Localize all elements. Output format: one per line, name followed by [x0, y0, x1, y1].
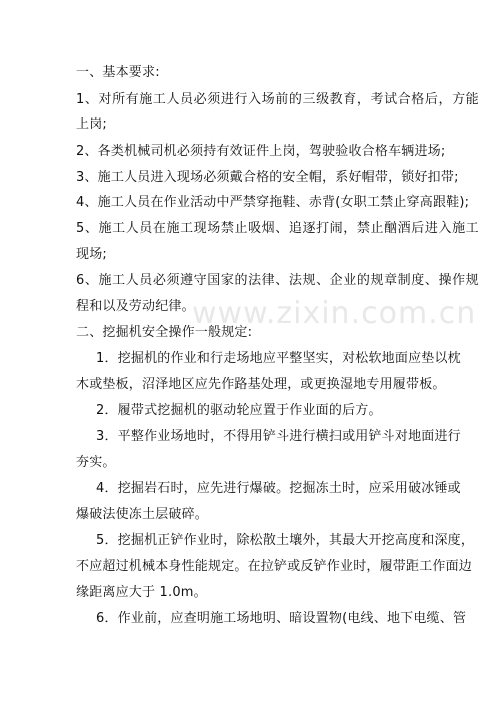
paragraph-line: 1、对所有施工人员必须进行入场前的三级教育，考试合格后，方能 — [76, 92, 480, 107]
paragraph-line: 程和以及劳动纪律。 — [76, 299, 195, 314]
section-heading-excavator-rules: 二、挖掘机安全操作一般规定: — [76, 325, 253, 340]
paragraph-line: 爆破法使冻土层破碎。 — [76, 507, 209, 522]
paragraph-line: 不应超过机械本身性能规定。在拉铲或反铲作业时，履带距工作面边 — [76, 559, 473, 574]
paragraph-line: 1．挖掘机的作业和行走场地应平整坚实，对松软地面应垫以枕 — [96, 351, 461, 366]
paragraph-line: 4、施工人员在作业活动中严禁穿拖鞋、赤背(女职工禁止穿高跟鞋); — [76, 195, 470, 210]
paragraph-line: 缘距离应大于 1.0m。 — [76, 585, 207, 600]
paragraph-line: 2．履带式挖掘机的驱动轮应置于作业面的后方。 — [96, 403, 382, 418]
paragraph-line: 6、施工人员必须遵守国家的法律、法规、企业的规章制度、操作规 — [76, 273, 480, 288]
paragraph-line: 3．平整作业场地时，不得用铲斗进行横扫或用铲斗对地面进行 — [96, 429, 461, 444]
paragraph-line: 6．作业前，应查明施工场地明、暗设置物(电线、地下电缆、管 — [96, 611, 467, 626]
paragraph-line: 5．挖掘机正铲作业时，除松散土壤外，其最大开挖高度和深度， — [96, 533, 475, 548]
paragraph-line: 4．挖掘岩石时，应先进行爆破。挖掘冻土时，应采用破冰锤或 — [96, 481, 461, 496]
paragraph-line: 木或垫板，沼泽地区应先作路基处理，或更换湿地专用履带板。 — [76, 377, 446, 392]
paragraph-line: 2、各类机械司机必须持有效证件上岗，驾驶验收合格车辆进场; — [76, 144, 446, 159]
paragraph-line: 夯实。 — [76, 455, 116, 470]
paragraph-line: 现场; — [76, 247, 107, 262]
section-heading-basic-requirements: 一、基本要求: — [76, 65, 160, 80]
paragraph-line: 3、施工人员进入现场必须戴合格的安全帽，系好帽带，锁好扣带; — [76, 170, 459, 185]
paragraph-line: 5、施工人员在施工现场禁止吸烟、追逐打闹，禁止酗酒后进入施工 — [76, 221, 480, 236]
paragraph-line: 上岗; — [76, 117, 107, 132]
watermark-text: www.zixin.com.cn — [192, 296, 477, 331]
